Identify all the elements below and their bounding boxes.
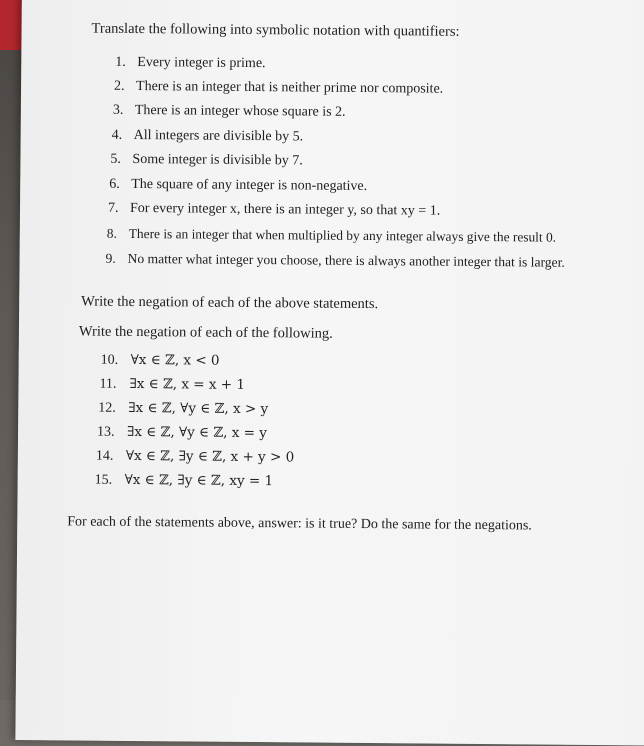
- statement-item: [115, 55, 265, 72]
- statement-number: 7.: [107, 200, 119, 216]
- negation-following-instruction: Write the negation of each of the following.: [78, 323, 333, 342]
- formula-number: 10.: [100, 352, 119, 368]
- formula-number: 15.: [94, 472, 113, 488]
- formula-text: ∃x ∈ ℤ, ∀y ∈ ℤ, x > y: [128, 399, 269, 418]
- statement-item: [108, 201, 440, 220]
- statement-number: 3.: [112, 102, 124, 118]
- formula-text: ∃x ∈ ℤ, ∀y ∈ ℤ, x = y: [126, 423, 267, 442]
- statement-number: 5.: [110, 151, 122, 167]
- formula-number: 12.: [98, 400, 116, 416]
- statement-text: All integers are divisible by 5.: [133, 127, 304, 145]
- formula-number: 14.: [95, 448, 114, 464]
- statement-item: [106, 251, 565, 271]
- statement-number: 9.: [105, 250, 116, 266]
- instructions-heading: Translate the following into symbolic notation with quantifiers:: [91, 20, 460, 40]
- formula-text: ∀x ∈ ℤ, ∃y ∈ ℤ, xy = 1: [124, 471, 274, 490]
- negation-above-instruction: Write the negation of each of the above statements.: [81, 293, 379, 313]
- statement-text: There is an integer whose square is 2.: [134, 102, 346, 120]
- statement-text: For every integer x, there is an integer y, so that xy = 1.: [129, 200, 441, 219]
- formula-text: ∀x ∈ ℤ, x < 0: [130, 351, 220, 369]
- formula-text: ∀x ∈ ℤ, ∃y ∈ ℤ, x + y > 0: [125, 447, 295, 466]
- statement-text: Every integer is prime.: [137, 55, 266, 72]
- formula-item: [95, 472, 274, 491]
- formula-item: [101, 352, 220, 370]
- statement-text: No matter what integer you choose, there is always another integer that is larger.: [127, 250, 565, 270]
- statement-item: [107, 226, 556, 246]
- statement-item: [110, 152, 302, 170]
- formula-item: [96, 448, 295, 467]
- statement-item: [112, 128, 304, 146]
- closing-instruction: For each of the statements above, answer: is it true? Do the same for the negations.: [67, 514, 532, 534]
- statement-number: 6.: [109, 176, 120, 192]
- statement-item: [113, 103, 346, 121]
- formula-text: ∃x ∈ ℤ, x = x + 1: [129, 375, 246, 393]
- statement-text: The square of any integer is non-negative.: [131, 176, 368, 195]
- formula-item: [97, 424, 267, 442]
- statement-text: There is an integer that is neither prime nor composite.: [136, 78, 444, 97]
- worksheet-page: [15, 0, 644, 746]
- statement-number: 8.: [106, 225, 117, 241]
- formula-item: [99, 376, 245, 394]
- statement-number: 2.: [114, 78, 125, 94]
- statement-number: 4.: [111, 127, 123, 143]
- formula-number: 11.: [99, 376, 117, 392]
- statement-number: 1.: [115, 54, 126, 70]
- statement-item: [109, 177, 367, 195]
- formula-item: [98, 400, 268, 418]
- statement-text: Some integer is divisible by 7.: [132, 151, 303, 169]
- formula-number: 13.: [96, 424, 115, 440]
- statement-item: [114, 79, 443, 98]
- statement-text: There is an integer that when multiplied by any integer always give the result 0.: [128, 225, 557, 245]
